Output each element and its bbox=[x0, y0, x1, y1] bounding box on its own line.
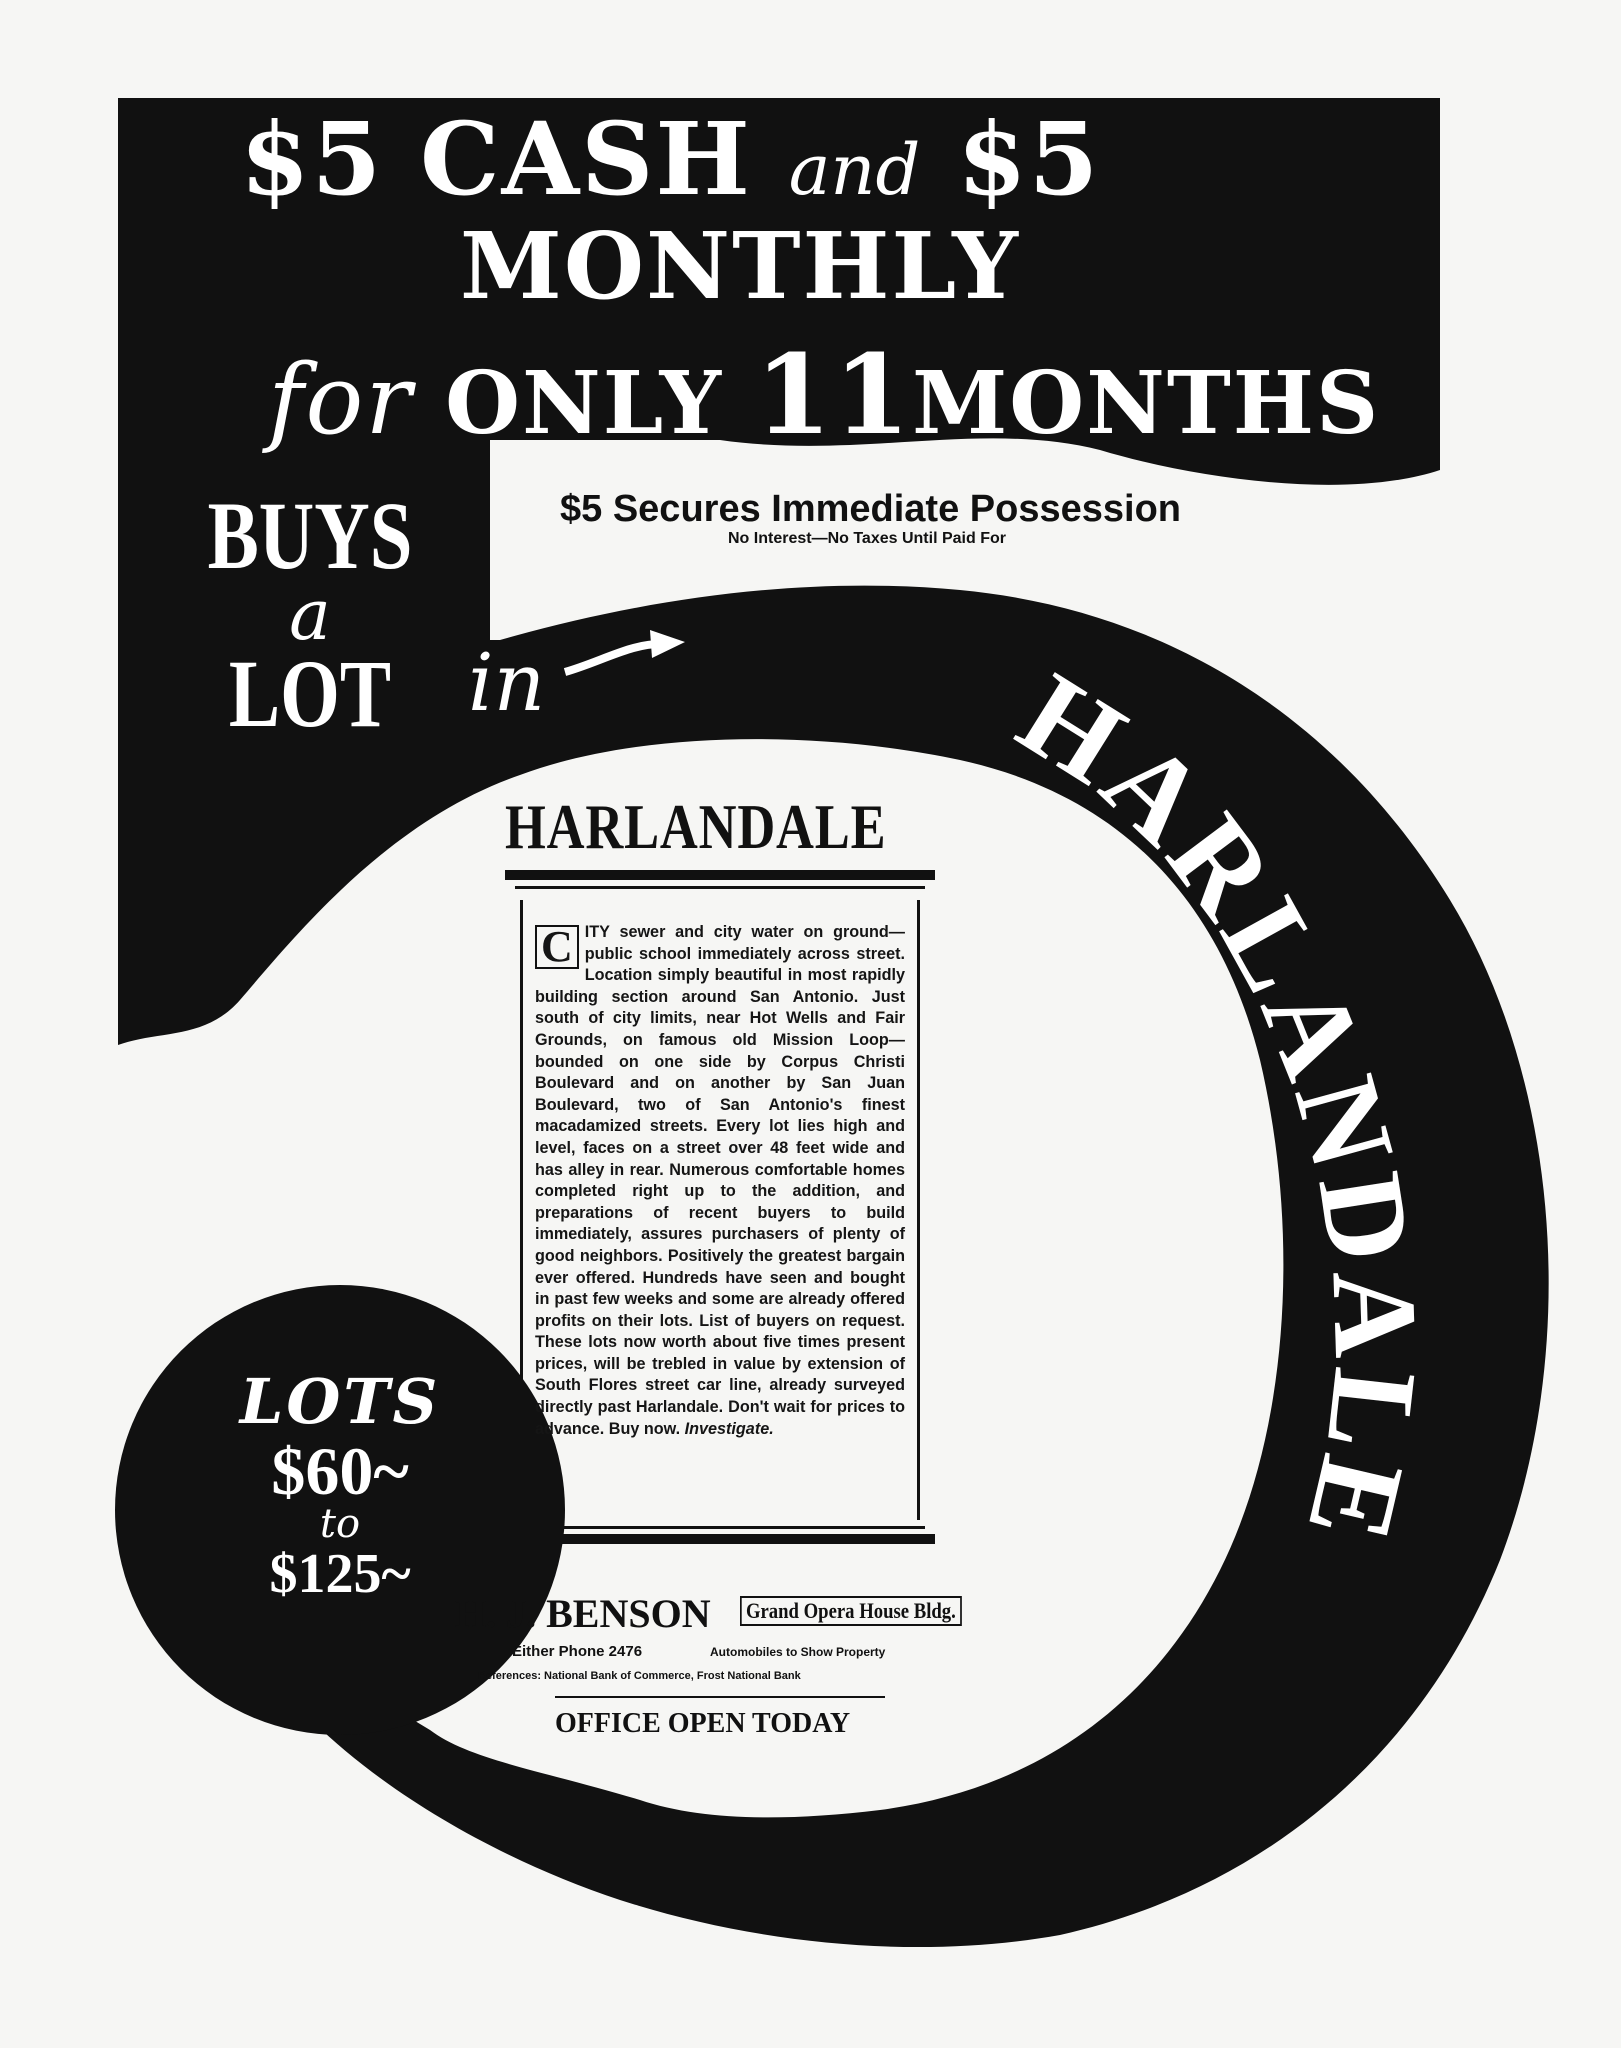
in-word: in bbox=[468, 636, 546, 729]
lots-block bbox=[180, 1365, 500, 1604]
panel-body-text: ITY sewer and city water on ground—public school immediately across street. Location simply beautiful in most rapidly building section around San Antonio. Just south of city limits, near Hot Wells and Fair Grounds, on famous old Mission Loop—bounded on one side by Corpus Christi Boulevard and on another by San Juan Boulevard, two of San Antonio's finest macadamized streets. Every lot lies high and level, faces on a street over 48 feet wide and has alley in rear. Numerous comfortable homes completed right up to the addition, and preparations of recent buyers to build immediately, assures purchasers of plenty of good neighbors. Positively the greatest bargain ever offered. Hundreds have seen and bought in past few weeks and some are already offered profits on their lots. List of buyers on request. These lots now worth about five times present prices, will be trebled in value by extension of South Flores street car line, already surveyed directly past Harlandale. Don't wait for prices to advance. Buy now. bbox=[535, 923, 905, 1438]
lots-label: LOTS bbox=[239, 1365, 441, 1438]
panel-title: HARLANDALE bbox=[505, 791, 887, 862]
panel-bottom-rule bbox=[505, 1534, 935, 1544]
headline-and: and bbox=[788, 129, 921, 211]
buys-word: BUYS bbox=[207, 482, 413, 589]
arc-harlandale-text: HARLANDALE bbox=[997, 646, 1444, 1559]
lots-low: $60~ bbox=[271, 1433, 409, 1509]
headline-for: for bbox=[268, 344, 414, 456]
headline-eleven: 11 bbox=[755, 330, 913, 459]
panel-body bbox=[535, 922, 905, 1440]
lot-word: LOT bbox=[228, 640, 392, 747]
headline-five: $5 bbox=[957, 100, 1101, 218]
possession-main: $5 Secures Immediate Possession bbox=[560, 488, 1181, 530]
lots-to: to bbox=[319, 1501, 361, 1547]
panel-box bbox=[520, 900, 920, 1520]
footer-rule bbox=[555, 1696, 885, 1698]
panel-top-rule-thin bbox=[515, 886, 925, 889]
possession-sub: No Interest—No Taxes Until Paid For bbox=[728, 530, 1006, 547]
buys-a: a bbox=[289, 574, 331, 656]
panel-top-rule bbox=[505, 870, 935, 880]
headline-cash: $5 CASH bbox=[240, 100, 752, 218]
footer-references: References: National Bank of Commerce, Frost National Bank bbox=[478, 1670, 801, 1682]
panel-investigate: Investigate. bbox=[684, 1419, 774, 1438]
footer-autos: Automobiles to Show Property bbox=[710, 1645, 886, 1659]
headline-only: ONLY bbox=[445, 353, 724, 454]
lots-high: $125~ bbox=[269, 1543, 411, 1605]
headline-monthly: MONTHLY bbox=[460, 212, 1020, 320]
headline-months: MONTHS bbox=[912, 353, 1381, 454]
footer-phone: Either Phone 2476 bbox=[512, 1643, 643, 1660]
footer-building: Grand Opera House Bldg. bbox=[740, 1596, 962, 1626]
panel-dropcap: C bbox=[535, 925, 579, 969]
footer-name: H. J. BENSON bbox=[455, 1591, 711, 1636]
footer-open: OFFICE OPEN TODAY bbox=[555, 1708, 851, 1739]
panel-bottom-rule-thin bbox=[515, 1526, 925, 1529]
